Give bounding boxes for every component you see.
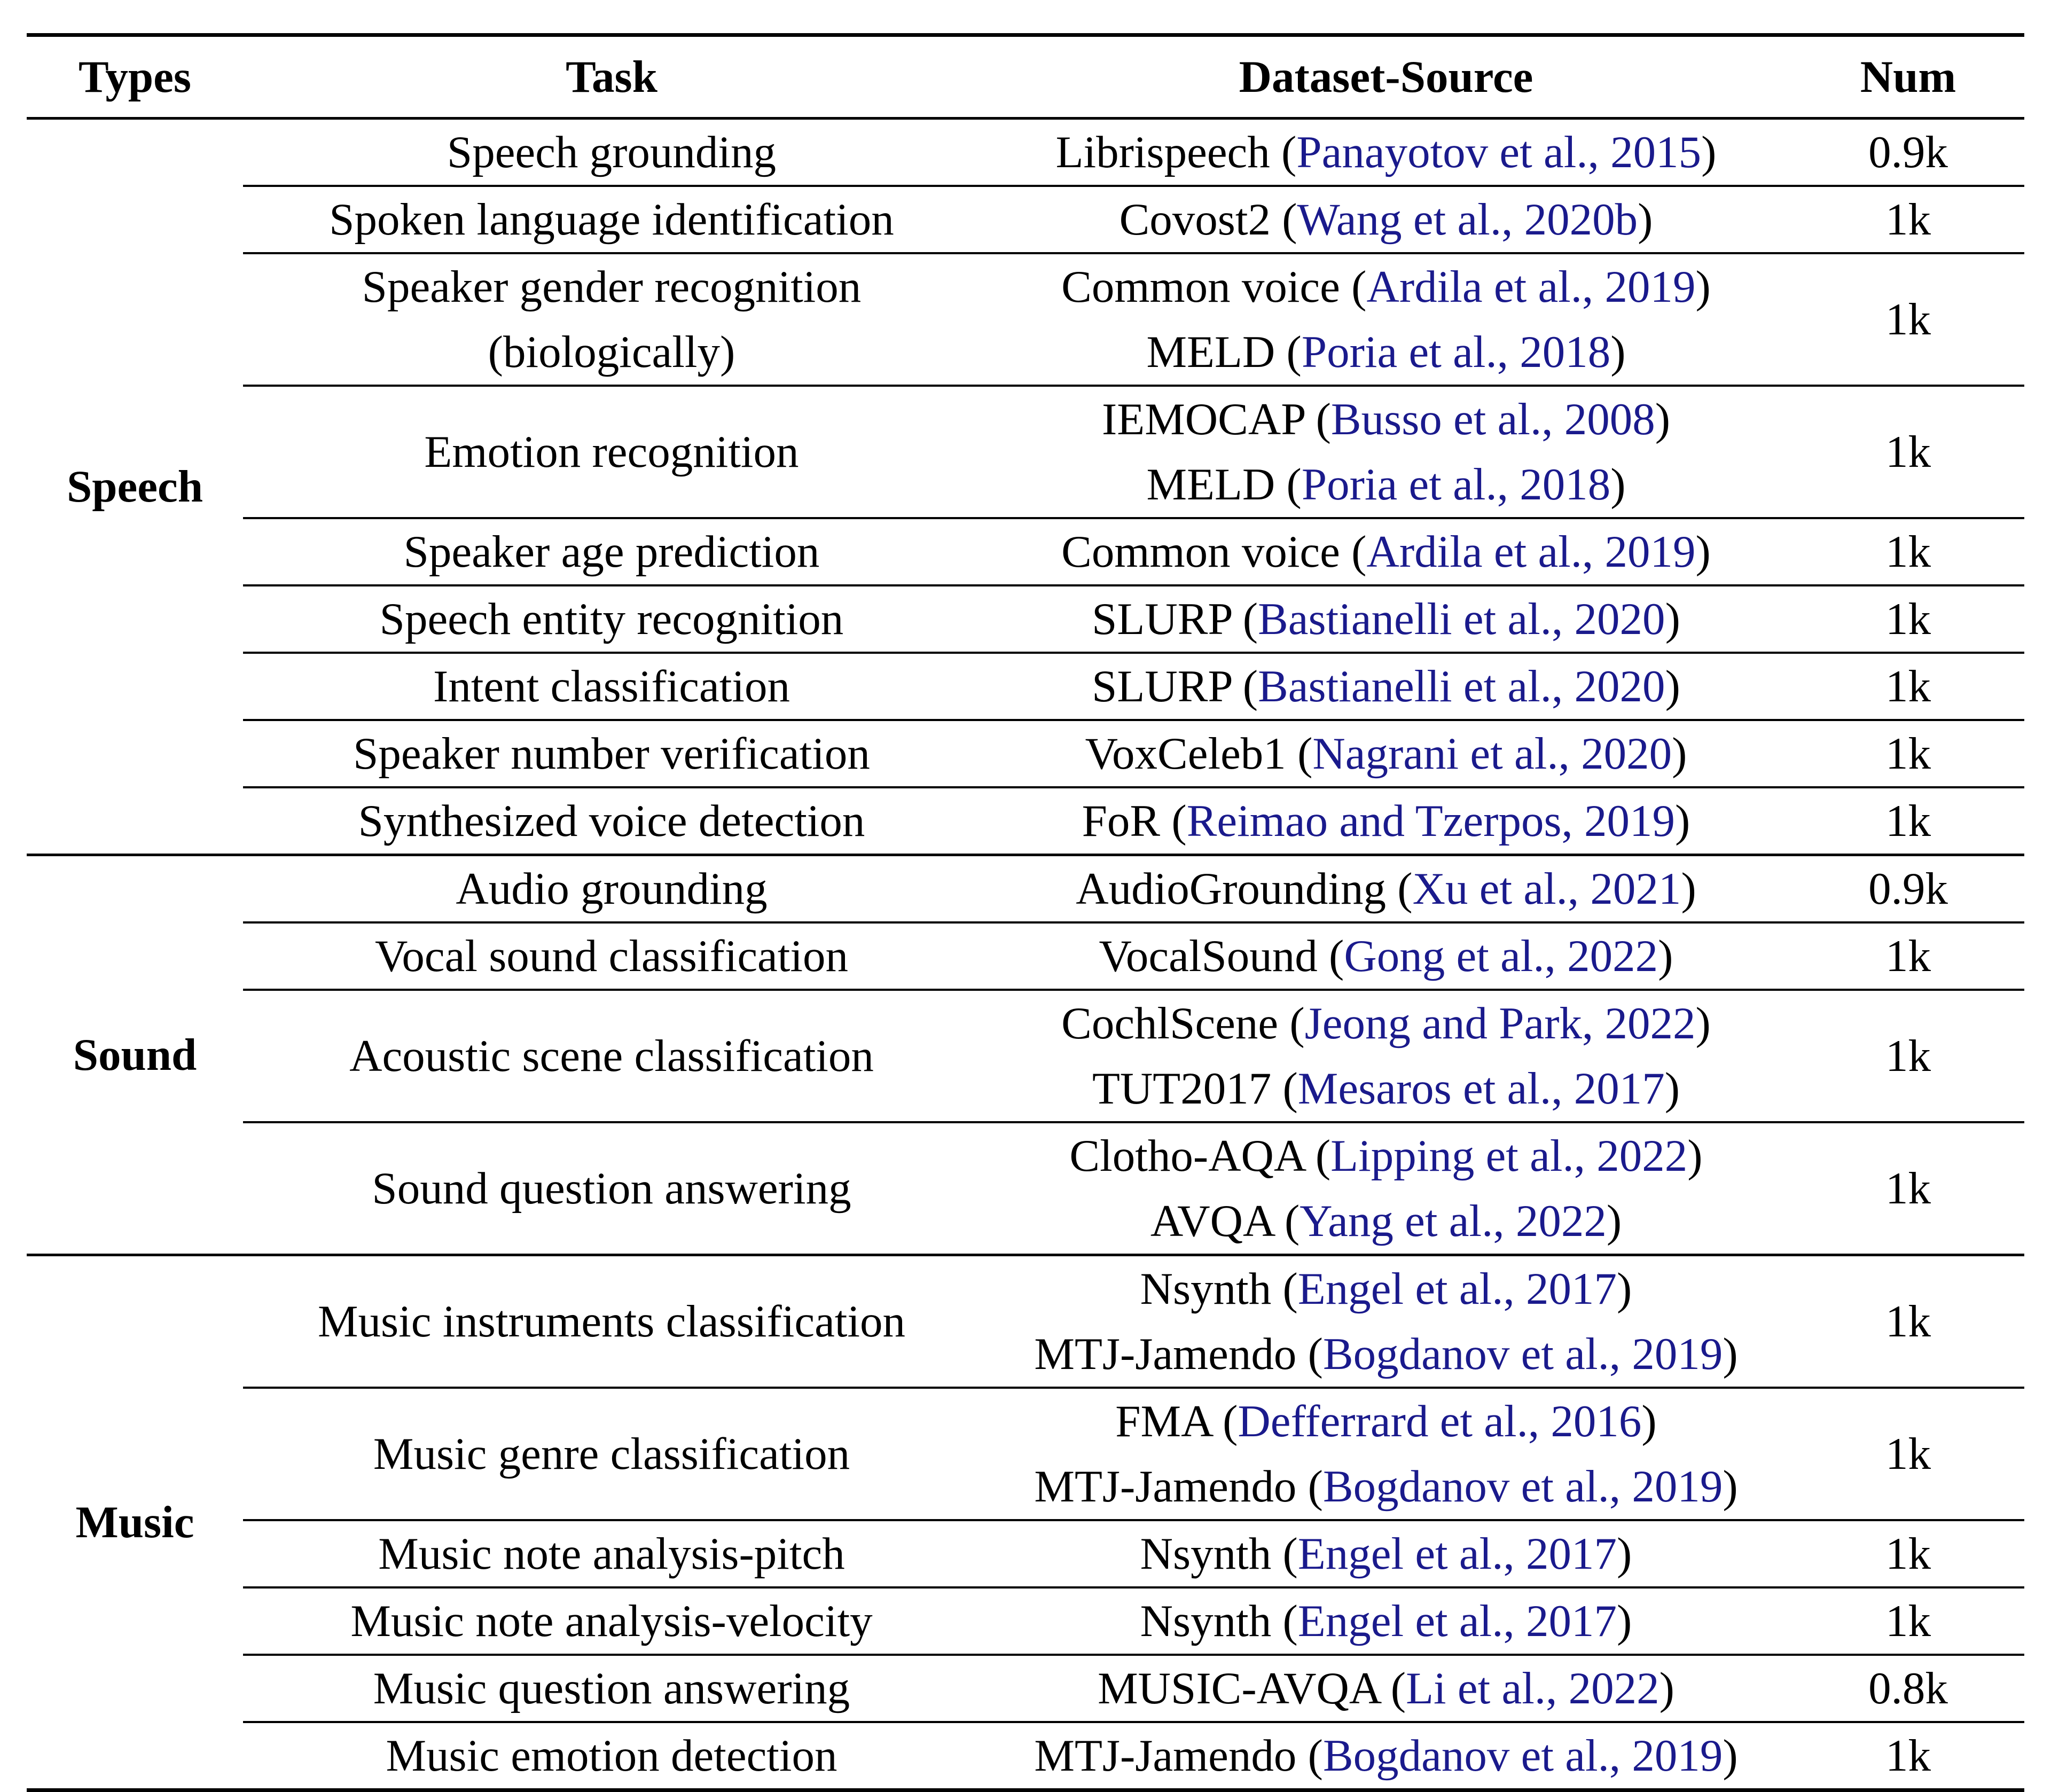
source-line: Nsynth (Engel et al., 2017) [1140,1264,1632,1314]
source-line: Clotho-AQA (Lipping et al., 2022) [1069,1131,1703,1181]
citation-link[interactable]: Bogdanov et al., 2019 [1322,1731,1723,1781]
task-cell [243,1587,980,1655]
dataset-name: Nsynth [1140,1596,1272,1646]
dataset-name: MELD [1146,459,1275,510]
task-text: Music genre classification [373,1429,850,1479]
source-line: Nsynth (Engel et al., 2017) [1140,1529,1632,1579]
task-cell [243,253,980,386]
header-types: Types [79,52,191,102]
dataset-name: MELD [1146,327,1275,377]
header-row [27,35,2024,119]
citation-link[interactable]: Xu et al., 2021 [1412,864,1681,914]
num-cell: 1k [1792,1520,2024,1587]
num-cell: 1k [1792,653,2024,720]
header-num: Num [1860,52,1956,102]
group-sound [27,855,2024,1255]
citation-link[interactable]: Nagrani et al., 2020 [1312,729,1672,779]
num-cell: 1k [1792,1388,2024,1520]
task-cell [243,922,980,990]
source-line: Common voice (Ardila et al., 2019) [1061,527,1711,577]
citation-link[interactable]: Bastianelli et al., 2020 [1258,661,1665,711]
source-line: IEMOCAP (Busso et al., 2008) [1101,394,1671,444]
table-row [27,1388,2024,1520]
source-cell [980,720,1792,787]
task-text: Music emotion detection [386,1731,837,1781]
citation-link[interactable]: Li et al., 2022 [1406,1663,1659,1713]
source-line: MUSIC-AVQA (Li et al., 2022) [1098,1663,1674,1713]
num-cell: 1k [1792,1587,2024,1655]
citation-link[interactable]: Bogdanov et al., 2019 [1322,1329,1723,1379]
citation-link[interactable]: Bogdanov et al., 2019 [1322,1461,1723,1512]
task-cell [243,1388,980,1520]
header-source: Dataset-Source [1239,52,1533,102]
dataset-name: MTJ-Jamendo [1034,1461,1297,1512]
task-cell [243,119,980,186]
dataset-name: SLURP [1092,594,1232,644]
task-text: Emotion recognition [424,427,799,477]
task-text: (biologically) [488,327,735,377]
num-cell: 1k [1792,386,2024,518]
source-line: VoxCeleb1 (Nagrani et al., 2020) [1085,729,1687,779]
source-cell [980,1722,1792,1790]
source-cell [980,922,1792,990]
source-cell [980,253,1792,386]
table-row [27,585,2024,653]
task-cell [243,787,980,855]
citation-link[interactable]: Jeong and Park, 2022 [1304,998,1696,1048]
dataset-name: AVQA [1150,1196,1273,1246]
task-text: Speaker number verification [353,729,870,779]
task-cell [243,1655,980,1722]
num-cell: 1k [1792,1722,2024,1790]
table-row [27,119,2024,186]
dataset-name: VocalSound [1099,931,1318,981]
num-cell: 1k [1792,720,2024,787]
source-cell [980,1520,1792,1587]
source-cell [980,1122,1792,1255]
dataset-name: IEMOCAP [1101,394,1305,444]
source-line: MELD (Poria et al., 2018) [1146,459,1626,510]
dataset-name: Common voice [1061,262,1340,312]
table-row [27,1722,2024,1790]
citation-link[interactable]: Engel et al., 2017 [1297,1596,1617,1646]
dataset-table-container [27,33,2024,1792]
dataset-name: CochlScene [1061,998,1279,1048]
source-cell [980,585,1792,653]
source-line: Nsynth (Engel et al., 2017) [1140,1596,1632,1646]
source-line: FoR (Reimao and Tzerpos, 2019) [1082,796,1690,846]
source-line: CochlScene (Jeong and Park, 2022) [1061,998,1711,1048]
source-line: Common voice (Ardila et al., 2019) [1061,262,1711,312]
task-text: Speaker gender recognition [362,262,862,312]
source-line: MTJ-Jamendo (Bogdanov et al., 2019) [1034,1461,1738,1512]
table-row [27,787,2024,855]
header-task: Task [566,52,657,102]
source-line: SLURP (Bastianelli et al., 2020) [1092,594,1680,644]
task-text: Speech grounding [447,127,777,177]
dataset-name: Clotho-AQA [1069,1131,1304,1181]
task-cell [243,186,980,253]
source-cell [980,653,1792,720]
task-cell [243,518,980,585]
table-row [27,1655,2024,1722]
dataset-name: Covost2 [1119,194,1271,245]
task-cell [243,653,980,720]
task-cell [243,1520,980,1587]
citation-link[interactable]: Defferrard et al., 2016 [1238,1396,1642,1446]
source-line: SLURP (Bastianelli et al., 2020) [1092,661,1680,711]
num-cell: 0.9k [1792,855,2024,923]
task-text: Intent classification [433,661,790,711]
dataset-name: TUT2017 [1092,1063,1272,1114]
dataset-name: FMA [1115,1396,1211,1446]
source-line: VocalSound (Gong et al., 2022) [1099,931,1673,981]
citation-link[interactable]: Panayotov et al., 2015 [1296,127,1702,177]
table-row [27,1520,2024,1587]
task-cell [243,990,980,1122]
source-line: MTJ-Jamendo (Bogdanov et al., 2019) [1034,1731,1738,1781]
num-cell: 1k [1792,186,2024,253]
table-row [27,720,2024,787]
num-cell: 0.9k [1868,127,1948,177]
type-cell: Speech [67,461,203,512]
task-cell [243,1722,980,1790]
table-row [27,653,2024,720]
citation-link[interactable]: Lipping et al., 2022 [1330,1131,1688,1181]
source-line: Librispeech (Panayotov et al., 2015) [1055,127,1717,177]
source-cell [980,787,1792,855]
source-line: FMA (Defferrard et al., 2016) [1115,1396,1657,1446]
table-row [27,990,2024,1122]
citation-link[interactable]: Yang et al., 2022 [1300,1196,1607,1246]
dataset-name: Common voice [1061,527,1340,577]
table-row [27,922,2024,990]
source-cell [980,386,1792,518]
task-cell [243,720,980,787]
num-cell: 1k [1792,990,2024,1122]
table-row [27,186,2024,253]
source-cell [980,518,1792,585]
source-line: TUT2017 (Mesaros et al., 2017) [1092,1063,1680,1114]
type-cell: Music [27,1255,243,1790]
table-row [27,253,2024,386]
table-row [27,386,2024,518]
citation-link[interactable]: Bastianelli et al., 2020 [1258,594,1665,644]
group-speech [27,119,2024,855]
num-cell: 1k [1792,518,2024,585]
source-line: Covost2 (Wang et al., 2020b) [1119,194,1653,245]
task-cell [243,855,980,923]
table-row [27,1255,2024,1388]
source-line: MELD (Poria et al., 2018) [1146,327,1626,377]
num-cell: 0.8k [1792,1655,2024,1722]
task-text: Music question answering [373,1663,850,1713]
citation-link[interactable]: Reimao and Tzerpos, 2019 [1186,796,1676,846]
task-text: Synthesized voice detection [358,796,865,846]
num-cell: 1k [1792,922,2024,990]
dataset-name: MTJ-Jamendo [1034,1329,1297,1379]
citation-link[interactable]: Engel et al., 2017 [1297,1529,1617,1579]
task-cell [243,386,980,518]
citation-link[interactable]: Ardila et al., 2019 [1366,262,1696,312]
task-text: Music note analysis-velocity [350,1596,873,1646]
citation-link[interactable]: Busso et al., 2008 [1330,394,1655,444]
citation-link[interactable]: Mesaros et al., 2017 [1297,1063,1665,1114]
task-text: Acoustic scene classification [349,1031,874,1081]
group-music [27,1255,2024,1790]
source-line: AVQA (Yang et al., 2022) [1150,1196,1622,1246]
citation-link[interactable]: Poria et al., 2018 [1301,459,1611,510]
task-text: Sound question answering [372,1163,851,1214]
num-cell: 1k [1792,1122,2024,1255]
task-text: Speech entity recognition [379,594,844,644]
citation-link[interactable]: Poria et al., 2018 [1301,327,1611,377]
table-row [27,1587,2024,1655]
source-cell [980,186,1792,253]
citation-link[interactable]: Ardila et al., 2019 [1366,527,1696,577]
source-cell [980,119,1792,186]
source-cell [980,990,1792,1122]
citation-link[interactable]: Wang et al., 2020b [1297,194,1638,245]
task-cell [243,1255,980,1388]
task-text: Spoken language identification [329,194,894,245]
dataset-name: Nsynth [1140,1264,1272,1314]
num-cell: 1k [1792,253,2024,386]
source-cell [980,1655,1792,1722]
dataset-table [27,33,2024,1792]
dataset-name: SLURP [1092,661,1232,711]
dataset-name: MUSIC-AVQA [1098,1663,1380,1713]
task-cell [243,1122,980,1255]
source-cell [980,1388,1792,1520]
table-row [27,855,2024,923]
task-text: Music instruments classification [317,1296,906,1347]
table-row [27,518,2024,585]
task-text: Audio grounding [456,864,768,914]
source-line: AudioGrounding (Xu et al., 2021) [1076,864,1696,914]
task-cell [243,585,980,653]
source-cell [980,1255,1792,1388]
citation-link[interactable]: Gong et al., 2022 [1344,931,1658,981]
num-cell: 1k [1792,1255,2024,1388]
task-text: Vocal sound classification [374,931,849,981]
num-cell: 1k [1792,787,2024,855]
type-cell: Sound [27,855,243,1255]
dataset-name: AudioGrounding [1076,864,1387,914]
dataset-name: MTJ-Jamendo [1034,1731,1297,1781]
dataset-name: VoxCeleb1 [1085,729,1286,779]
citation-link[interactable]: Engel et al., 2017 [1297,1264,1617,1314]
source-cell [980,1587,1792,1655]
num-cell: 1k [1792,585,2024,653]
dataset-name: FoR [1082,796,1161,846]
dataset-name: Nsynth [1140,1529,1272,1579]
task-text: Speaker age prediction [403,527,820,577]
table-row [27,1122,2024,1255]
dataset-name: Librispeech [1055,127,1270,177]
task-text: Music note analysis-pitch [378,1529,845,1579]
source-cell [980,855,1792,923]
source-line: MTJ-Jamendo (Bogdanov et al., 2019) [1034,1329,1738,1379]
